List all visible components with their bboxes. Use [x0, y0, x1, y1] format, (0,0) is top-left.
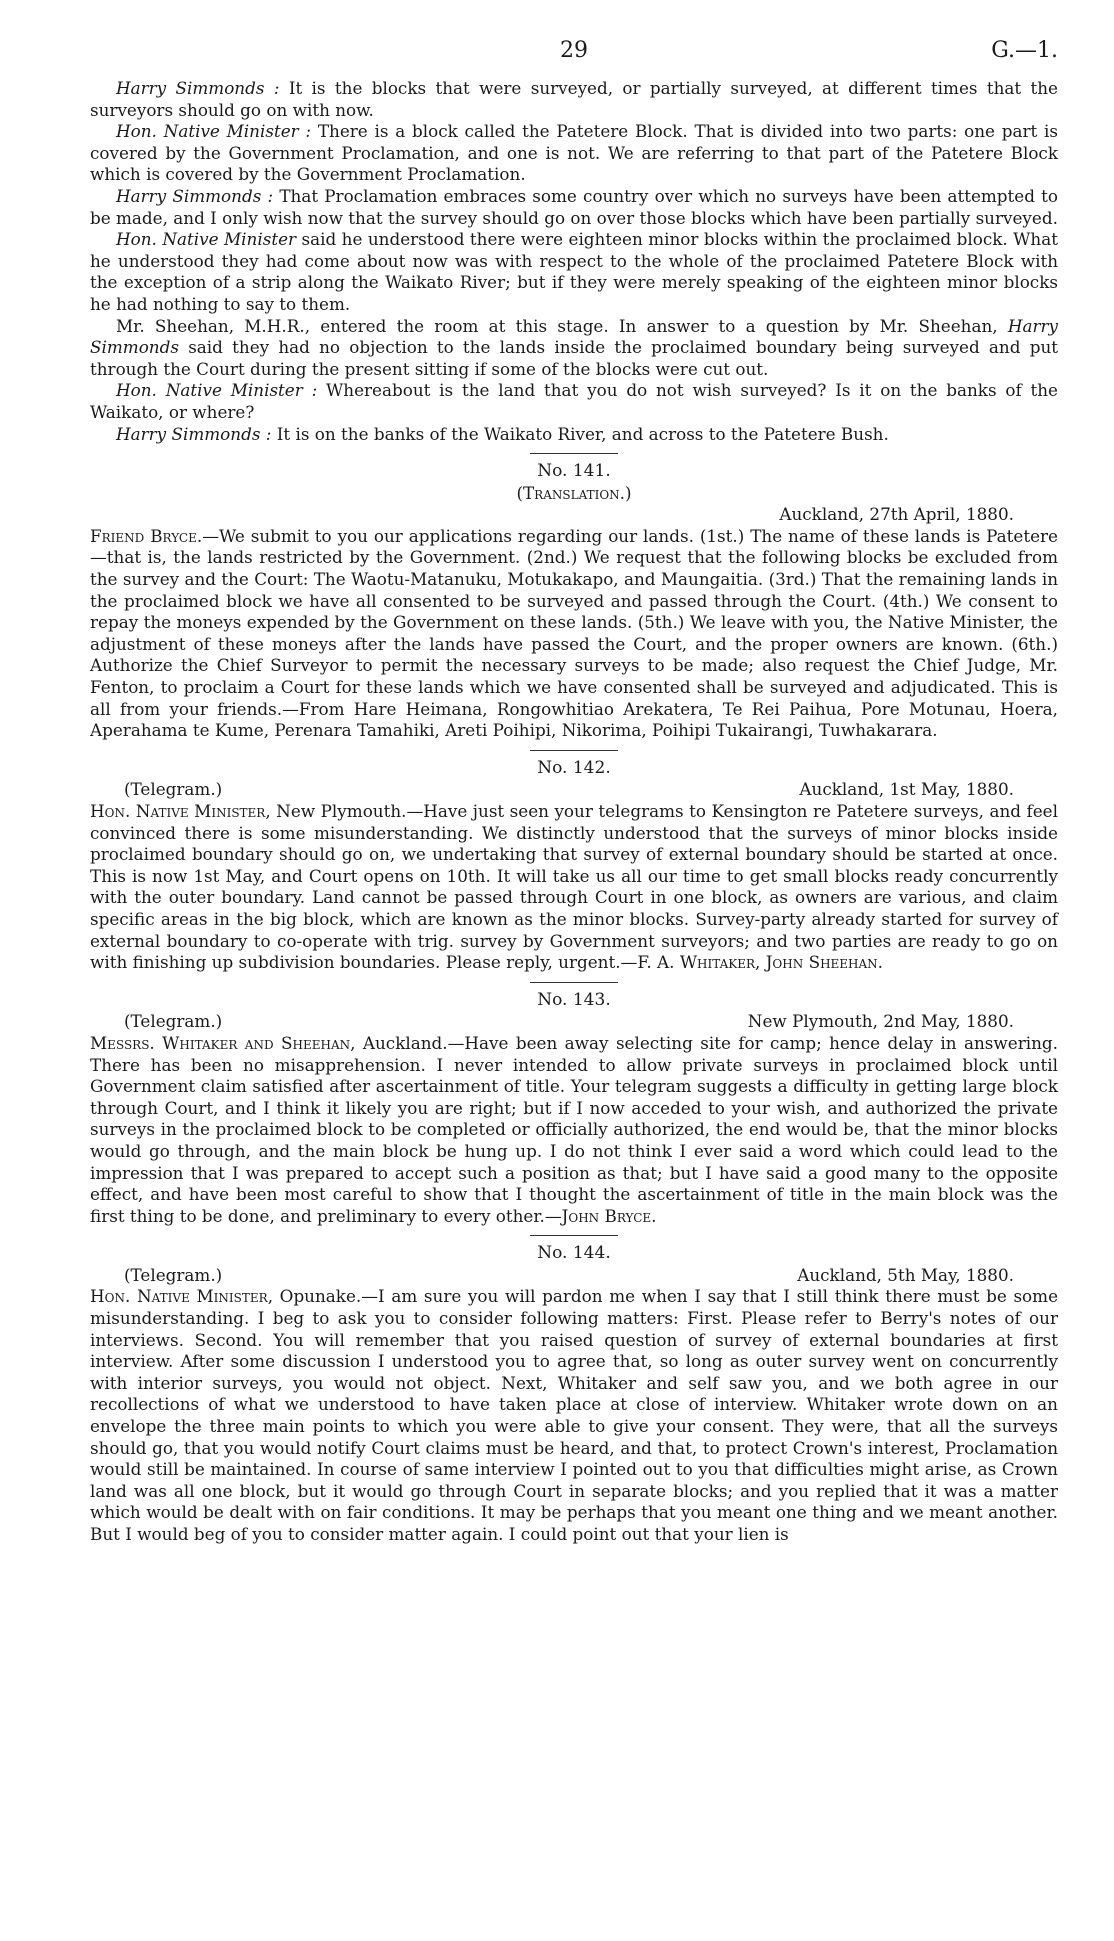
- series-label: G.—1.: [991, 38, 1058, 63]
- section-divider: [530, 1235, 618, 1236]
- telegram-text: , Auckland.—Have been away selecting site for camp; hence delay in answering. There has been no misapprehension. I never intended to allow private surveys in proclaimed block until Government claim satisfied after ascertainment of title. Your telegram suggests a difficulty in getting large block through Court, and I think it likely you are right; but if I now acceded to your wish, and authorized the private surveys in the proclaimed block to be completed or officially authorized, the end would be, that the minor blocks would go through, and the main block be hung up. I do not think I ever said a word which could lead to the impression that I was prepared to accept such a position as that; but I have said a good many to the opposite effect, and have been most careful to show that I thought the ascertainment of title in the main block was the first thing to be done, and preliminary to every other.—: [90, 1032, 1058, 1226]
- salutation: Friend Bryce.: [90, 525, 203, 546]
- speaker-name: Hon. Native Minister :: [116, 380, 318, 401]
- paragraph-lead: Mr. Sheehan, M.H.R., entered the room at this stage. In answer to a question by Mr. Sheehan,: [116, 315, 1008, 336]
- paragraph: [90, 78, 1058, 121]
- dateline: Auckland, 5th May, 1880.: [797, 1264, 1014, 1285]
- telegram-dateline: [90, 779, 1058, 801]
- salutation: Hon. Native Minister: [90, 801, 266, 821]
- document-number: No. 143.: [537, 989, 611, 1010]
- telegram-dateline: [90, 1011, 1058, 1033]
- paragraph-text: said he understood there were eighteen minor blocks within the proclaimed block. What he understood they had come about now was with respect to the whole of the proclaimed Patetere Block with the exception of a strip along the Waikato River; but if they were merely speaking of the eighteen minor blocks he had nothing to say to them.: [90, 229, 1058, 314]
- document-number: No. 141.: [537, 461, 611, 482]
- paragraph-text: That Proclamation embraces some country over which no surveys have been attempted to be made, and I only wish now that the survey should go on over those blocks which have been partially surveyed.: [90, 185, 1058, 228]
- paragraph-text: It is on the banks of the Waikato River, and across to the Patetere Bush.: [271, 423, 889, 444]
- speaker-name: Harry Simmonds :: [116, 185, 274, 206]
- paragraph: [90, 380, 1058, 423]
- letter-text: —We submit to you our applications regarding our lands. (1st.) The name of these lands is Patetere—that is, the lands restricted by the Government. (2nd.) We request that the following blocks be excluded from the survey and the Court: The Waotu-Matanuku, Motukakapo, and Maungaitia. (3rd.) That the remaining lands in the proclaimed block we have all consented to be surveyed and passed through the Court. (4th.) We consent to repay the moneys expended by the Government on these lands. (5th.) We leave with you, the Native Minister, the adjustment of these moneys after the lands have passed the Court, and the proper owners are known. (6th.) Authorize the Chief Surveyor to permit the necessary surveys to be made; also request the Chief Judge, Mr. Fenton, to proclaim a Court for these lands which we have consented shall be surveyed and adjudicated. This is all from your friends.—From Hare Heimana, Rongowhitiao Arekatera, Te Rei Paihua, Pore Motunau, Hoera, Aperahama te Kume, Perenara Tamahiki, Areti Poihipi, Nikorima, Poihipi Tukairangi, Tuwhakarara.: [90, 525, 1059, 741]
- telegram-body: [90, 801, 1058, 974]
- paragraph-text: said they had no objection to the lands inside the proclaimed boundary being surveyed and put through the Court during the present sitting if some of the blocks were cut out.: [90, 337, 1058, 379]
- dateline: Auckland, 1st May, 1880.: [799, 779, 1014, 800]
- document-141: [90, 461, 1058, 742]
- telegram-body: [90, 1286, 1058, 1545]
- paragraph: [90, 316, 1058, 381]
- page-number: 29: [560, 38, 588, 63]
- section-divider: [530, 453, 618, 454]
- document-142: [90, 758, 1058, 974]
- paragraph-text: Whereabout is the land that you do not wish surveyed? Is it on the banks of the Waikato, or where?: [90, 380, 1058, 422]
- dateline: New Plymouth, 2nd May, 1880.: [747, 1011, 1014, 1032]
- signature: F. A. Whitaker, John Sheehan.: [637, 952, 884, 973]
- salutation: Messrs. Whitaker and Sheehan: [90, 1032, 351, 1053]
- minutes-section: [90, 78, 1058, 445]
- telegram-label: (Telegram.): [124, 779, 223, 800]
- speaker-name: Hon. Native Minister: [116, 229, 297, 250]
- telegram-text: , Opunake.—I am sure you will pardon me when I say that I still think there must be some misunderstanding. I beg to ask you to consider following matters: First. Please refer to Berry's notes of our interviews. Second. You will remember that you raised question of survey of external boundaries at first interview. After some discussion I understood you to agree that, so long as outer survey went on concurrently with interior surveys, you would not object. Next, Whitaker and self saw you, and we both agree in our recollections of what we understood to have taken place at close of interview. Whitaker wrote down on an envelope the three main points to which you were able to give your consent. They were, that all the surveys should go, that you would notify Court claims must be heard, and that, to protect Crown's interest, Proclamation would still be maintained. In course of same interview I pointed out to you that difficulties might arise, as Crown land was all one block, but it would go through Court in separate blocks; and you replied that it was a matter which would be dealt with on fair conditions. It may be perhaps that you meant one thing and we meant another. But I would beg of you to consider matter again. I could point out that your lien is: [90, 1286, 1058, 1544]
- document-number: No. 144.: [537, 1243, 611, 1264]
- speaker-name: Harry Simmonds :: [116, 78, 280, 98]
- dateline: Auckland, 27th April, 1880.: [779, 504, 1014, 525]
- paragraph: [90, 424, 1058, 446]
- document-144: [90, 1243, 1058, 1545]
- telegram-label: (Telegram.): [124, 1264, 223, 1285]
- translation-label: (Translation.): [516, 482, 632, 503]
- paragraph-text: There is a block called the Patetere Block. That is divided into two parts: one part is covered by the Government Proclamation, and one is not. We are referring to that part of the Patetere Block which is covered by the Government Proclamation.: [90, 121, 1059, 185]
- section-divider: [530, 982, 618, 983]
- telegram-body: [90, 1033, 1058, 1227]
- paragraph-text: It is the blocks that were surveyed, or partially surveyed, at different times that the surveyors should go on with now.: [90, 78, 1058, 120]
- telegram-text: , New Plymouth.—Have just seen your telegrams to Kensington re Patetere surveys, and feel convinced there is some misunderstanding. We distinctly understood that the surveys of minor blocks inside proclaimed boundary should go on, we undertaking that survey of external boundary should be started at once. This is now 1st May, and Court opens on 10th. It will take us all our time to get small blocks ready concurrently with the outer boundary. Land cannot be passed through Court in one block, as owners are various, and claim specific areas in the big block, which are known as the minor blocks. Survey-party already started for survey of external boundary to co-operate with trig. survey by Government surveyors; and two parties are ready to go on with finishing up subdivision boundaries. Please reply, urgent.—: [90, 801, 1058, 973]
- salutation: Hon. Native Minister: [90, 1286, 268, 1307]
- page-header: [90, 38, 1058, 78]
- paragraph: [90, 186, 1058, 229]
- section-divider: [530, 750, 618, 751]
- document-page: [90, 38, 1058, 1546]
- paragraph: [90, 229, 1058, 315]
- speaker-name: Harry Simmonds :: [116, 423, 272, 444]
- document-143: [90, 990, 1058, 1228]
- speaker-name: Hon. Native Minister :: [116, 121, 312, 142]
- signature: John Bryce.: [561, 1205, 657, 1226]
- telegram-dateline: [90, 1265, 1058, 1287]
- telegram-label: (Telegram.): [124, 1011, 223, 1032]
- document-number: No. 142.: [537, 757, 611, 778]
- letter-body: [90, 526, 1058, 742]
- speaker-name: Harry Simmonds: [90, 315, 1058, 358]
- paragraph: [90, 121, 1058, 186]
